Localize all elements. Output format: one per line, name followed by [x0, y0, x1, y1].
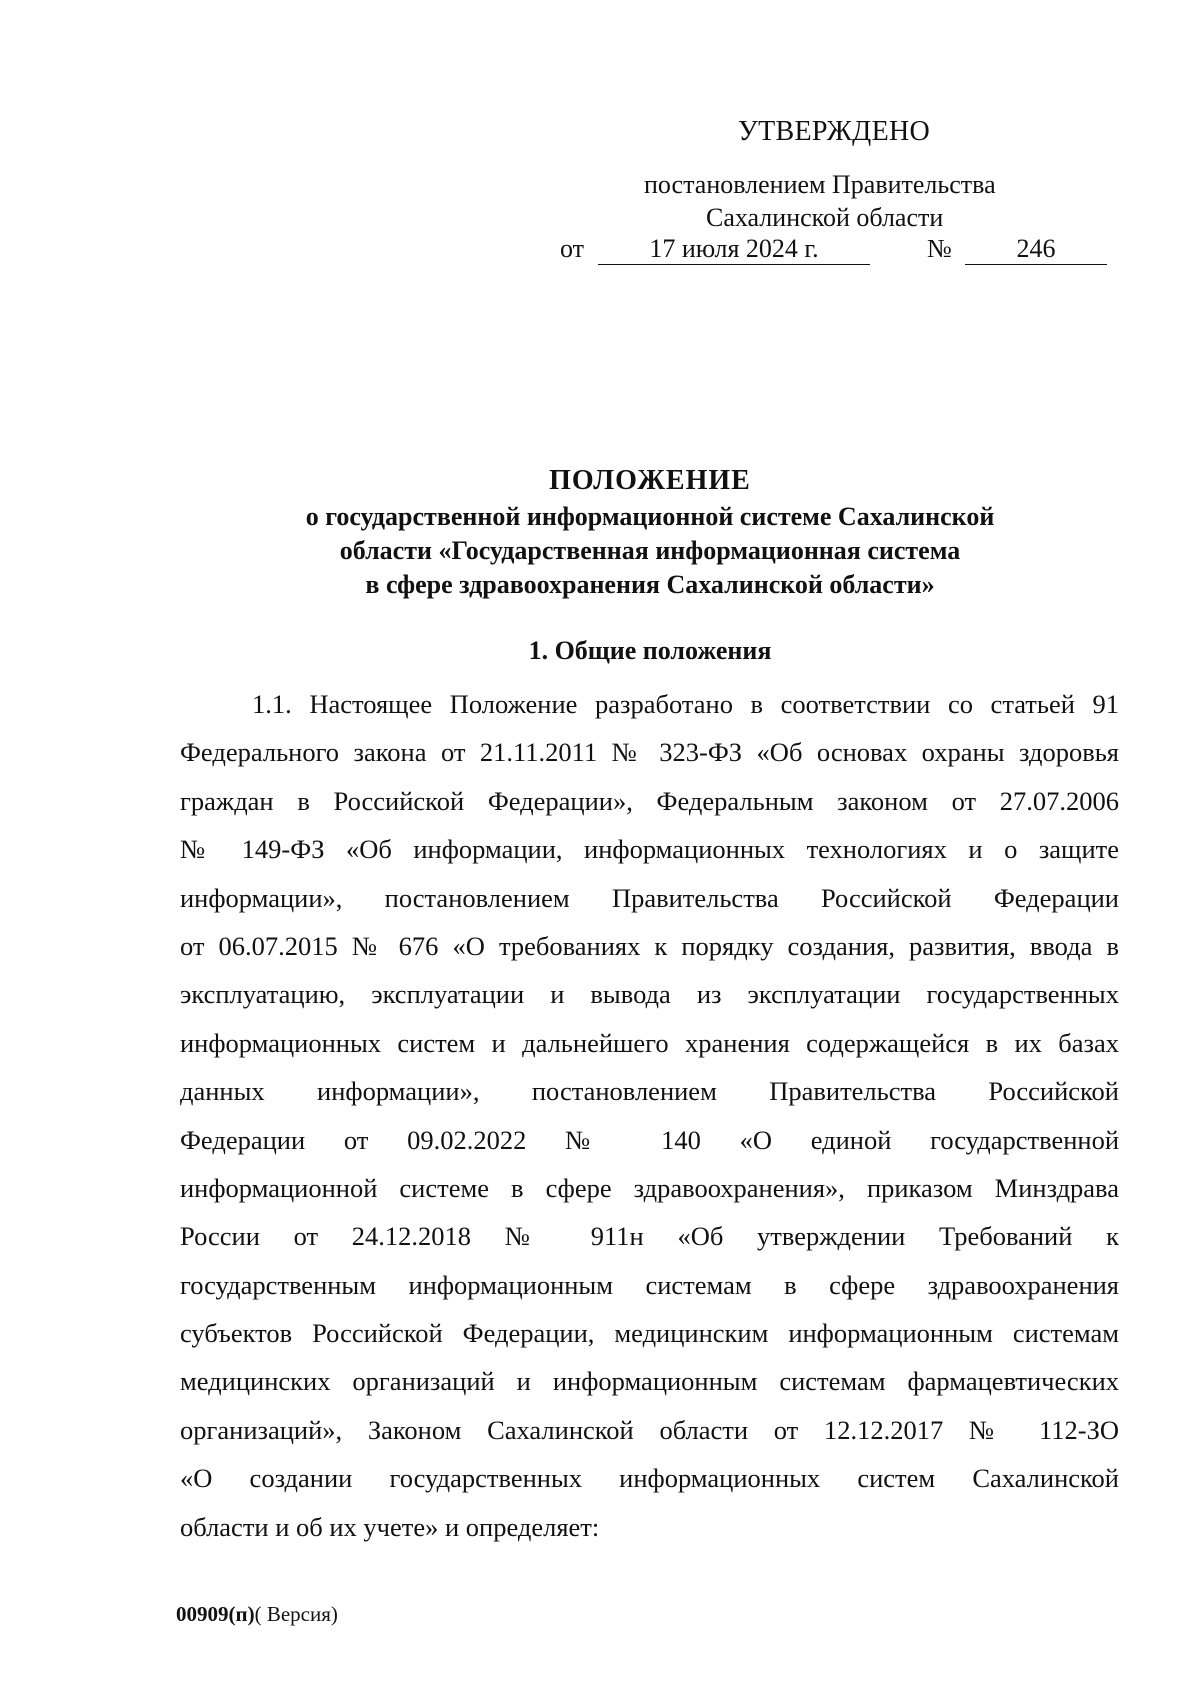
footer-code: 00909(п) — [176, 1602, 255, 1626]
paragraph-line: субъектов Российской Федерации, медицинским информационным системам — [180, 1318, 1119, 1349]
approved-stamp-text: УТВЕРЖДЕНО — [738, 116, 931, 147]
paragraph-line: информации», постановлением Правительства Российской Федерации — [180, 882, 1119, 913]
paragraph-line: данных информации», постановлением Правительства Российской — [180, 1076, 1119, 1107]
paragraph-line: области и об их учете» и определяет: — [180, 1511, 600, 1542]
section-heading: 1. Общие положения — [528, 636, 772, 665]
title-line: о государственной информационной системе Сахалинской — [305, 502, 995, 531]
paragraph-line: государственным информационным системам в сфере здравоохранения — [180, 1269, 1119, 1300]
footer-version: ( Версия) — [254, 1602, 338, 1626]
date-number-row — [560, 234, 1120, 270]
paragraph-line: от 06.07.2015 № 676 «О требованиях к порядку создания, развития, ввода в — [180, 930, 1119, 961]
paragraph-line: 1.1. Настоящее Положение разработано в соответствии со статьей 91 — [252, 689, 1119, 719]
document-type-title: ПОЛОЖЕНИЕ — [549, 465, 751, 496]
decree-date: 17 июля 2024 г. — [598, 234, 870, 265]
paragraph-line: медицинских организаций и информационным системам фармацевтических — [180, 1366, 1119, 1397]
paragraph-line: информационной системе в сфере здравоохранения», приказом Минздрава — [180, 1172, 1119, 1203]
document-footer-code — [176, 1602, 338, 1627]
paragraph-line: «О создании государственных информационных систем Сахалинской — [180, 1463, 1119, 1494]
paragraph-1-1 — [180, 680, 1119, 1551]
document-title-block — [180, 464, 1120, 602]
number-sign: № — [927, 234, 952, 263]
paragraph-line: информационных систем и дальнейшего хранения содержащейся в их базах — [180, 1027, 1119, 1058]
title-line: в сфере здравоохранения Сахалинской области» — [365, 570, 935, 599]
decree-number: 246 — [965, 234, 1107, 265]
approved-by-line: постановлением Правительства — [644, 170, 996, 199]
paragraph-line: России от 24.12.2018 № 911н «Об утверждении Требований к — [180, 1221, 1119, 1252]
paragraph-line: Федерального закона от 21.11.2011 № 323-ФЗ «Об основах охраны здоровья — [180, 737, 1119, 768]
paragraph-line: эксплуатацию, эксплуатации и вывода из эксплуатации государственных — [180, 979, 1119, 1010]
paragraph-line: граждан в Российской Федерации», Федеральным законом от 27.07.2006 — [180, 785, 1119, 816]
from-label: от — [560, 234, 585, 263]
paragraph-line: организаций», Законом Сахалинской области от 12.12.2017 № 112-ЗО — [180, 1414, 1119, 1445]
paragraph-line: Федерации от 09.02.2022 № 140 «О единой государственной — [180, 1124, 1119, 1155]
paragraph-line: № 149-ФЗ «Об информации, информационных технологиях и о защите — [180, 834, 1119, 865]
region-line: Сахалинской области — [706, 203, 944, 232]
title-line: области «Государственная информационная система — [339, 536, 961, 565]
